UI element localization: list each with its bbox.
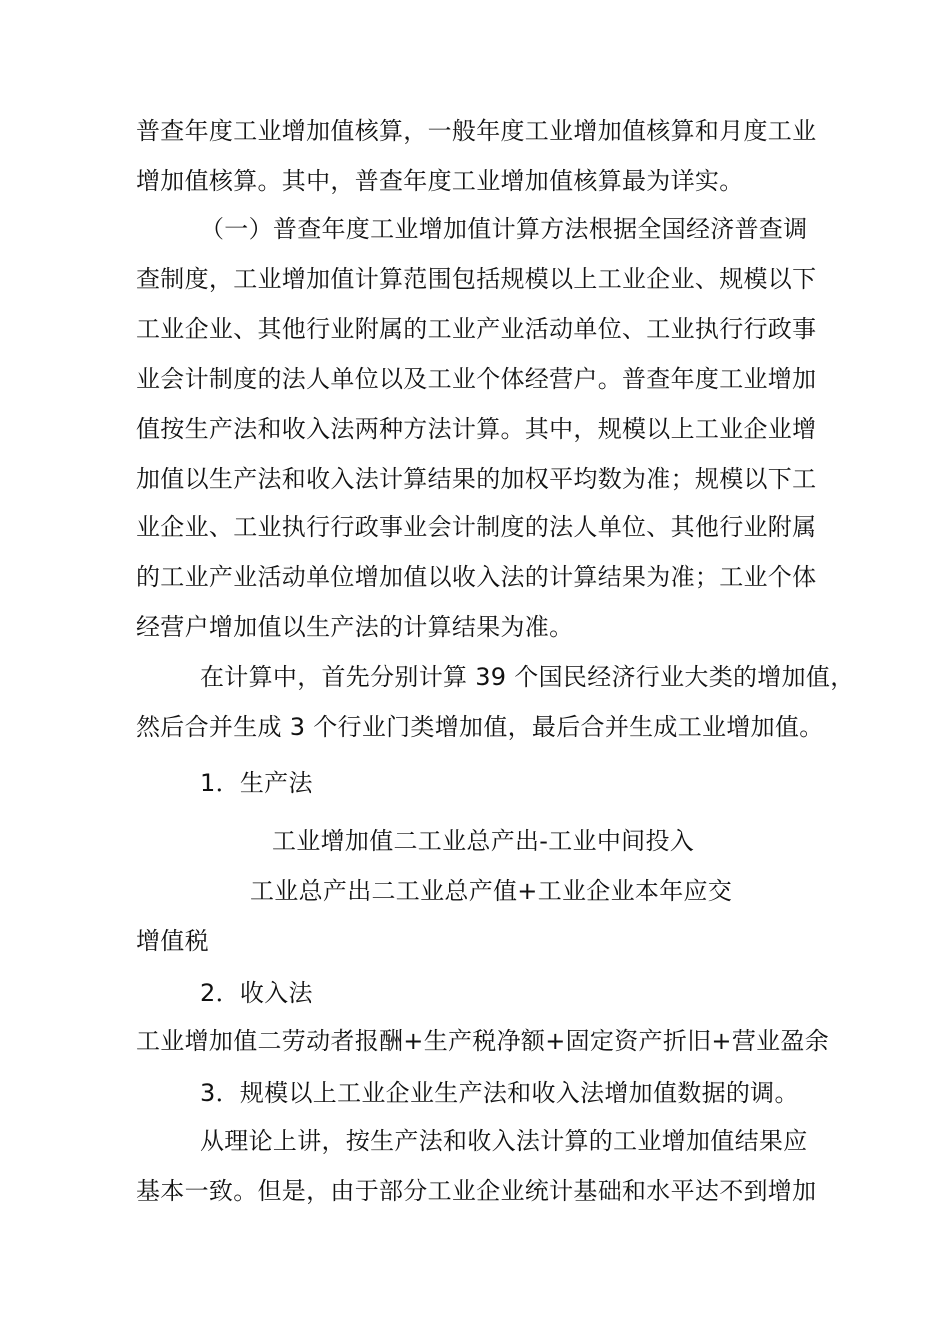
formula-line: 工业总产出二工业总产值+工业企业本年应交 bbox=[250, 877, 733, 905]
formula-line: 工业增加值二劳动者报酬+生产税净额+固定资产折旧+营业盈余 bbox=[136, 1027, 830, 1055]
paragraph-line: 然后合并生成 3 个行业门类增加值，最后合并生成工业增加值。 bbox=[136, 713, 824, 741]
subsection-heading: 3．规模以上工业企业生产法和收入法增加值数据的调。 bbox=[200, 1079, 799, 1107]
paragraph-line: 经营户增加值以生产法的计算结果为准。 bbox=[136, 613, 574, 641]
paragraph-line: 增加值核算。其中，普查年度工业增加值核算最为详实。 bbox=[136, 167, 744, 195]
formula-line: 增值税 bbox=[136, 927, 209, 955]
paragraph-line: 基本一致。但是，由于部分工业企业统计基础和水平达不到增加 bbox=[136, 1177, 817, 1205]
paragraph-line: 加值以生产法和收入法计算结果的加权平均数为准；规模以下工 bbox=[136, 465, 817, 493]
formula-line: 工业增加值二工业总产出-工业中间投入 bbox=[272, 827, 695, 855]
paragraph-line: 普查年度工业增加值核算，一般年度工业增加值核算和月度工业 bbox=[136, 117, 817, 145]
paragraph-line: 值按生产法和收入法两种方法计算。其中，规模以上工业企业增 bbox=[136, 415, 817, 443]
paragraph-line: 工业企业、其他行业附属的工业产业活动单位、工业执行行政事 bbox=[136, 315, 817, 343]
paragraph-line: 查制度，工业增加值计算范围包括规模以上工业企业、规模以下 bbox=[136, 265, 817, 293]
paragraph-line: 业会计制度的法人单位以及工业个体经营户。普查年度工业增加 bbox=[136, 365, 817, 393]
subsection-heading: 1．生产法 bbox=[200, 769, 313, 797]
paragraph-line: 从理论上讲，按生产法和收入法计算的工业增加值结果应 bbox=[200, 1127, 808, 1155]
subsection-heading: 2．收入法 bbox=[200, 979, 313, 1007]
section-heading-line: （一）普查年度工业增加值计算方法根据全国经济普查调 bbox=[200, 215, 808, 243]
paragraph-line: 的工业产业活动单位增加值以收入法的计算结果为准；工业个体 bbox=[136, 563, 817, 591]
paragraph-line: 在计算中，首先分别计算 39 个国民经济行业大类的增加值， bbox=[200, 663, 855, 691]
paragraph-line: 业企业、工业执行行政事业会计制度的法人单位、其他行业附属 bbox=[136, 513, 817, 541]
